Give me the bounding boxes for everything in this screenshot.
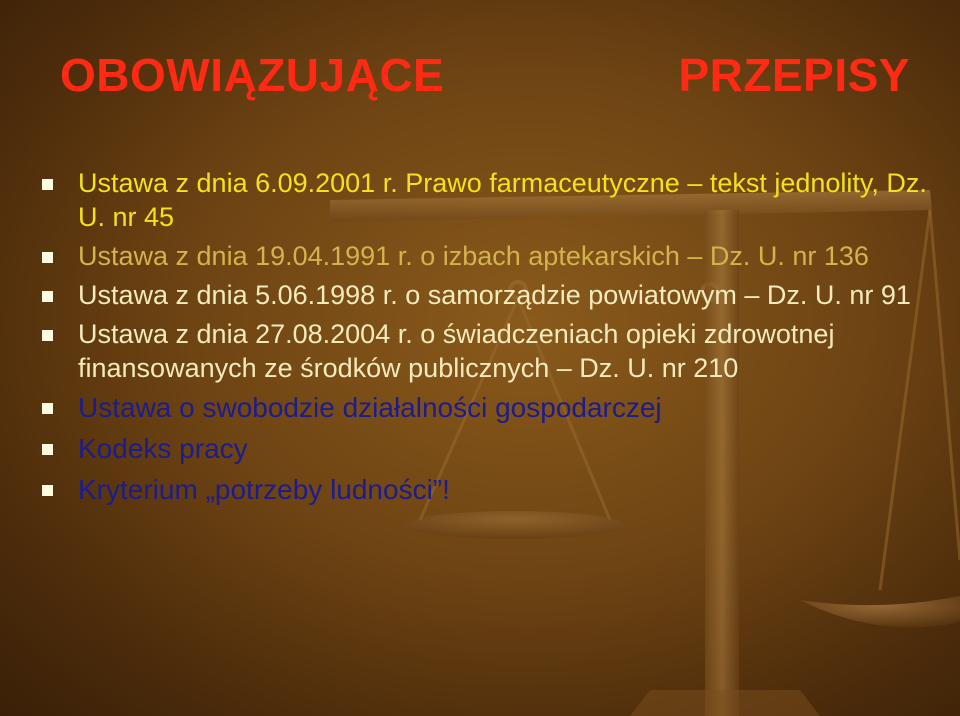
list-item-text: Ustawa z dnia 27.08.2004 r. o świadczeniach opieki zdrowotnej finansowanych ze środków publicznych – Dz. U. nr 210 xyxy=(78,319,835,383)
regulations-list xyxy=(36,166,936,507)
list-item-text: Kryterium „potrzeby ludności”! xyxy=(78,474,450,505)
list-item-text: Ustawa z dnia 19.04.1991 r. o izbach aptekarskich – Dz. U. nr 136 xyxy=(78,241,869,271)
slide-title xyxy=(60,49,910,101)
list-item-pharmacy-chambers xyxy=(36,239,936,273)
list-item-county-government xyxy=(36,278,936,312)
list-item-labour-code xyxy=(36,431,936,466)
square-bullet-icon xyxy=(42,485,53,496)
list-item-healthcare-benefits xyxy=(36,317,936,385)
square-bullet-icon xyxy=(42,330,53,341)
square-bullet-icon xyxy=(42,403,53,414)
square-bullet-icon xyxy=(42,252,53,263)
list-item-text: Ustawa o swobodzie działalności gospodarczej xyxy=(78,392,662,423)
list-item-business-freedom xyxy=(36,390,936,425)
list-item-population-needs xyxy=(36,472,936,507)
square-bullet-icon xyxy=(42,179,53,190)
list-item-pharma-law xyxy=(36,166,936,234)
square-bullet-icon xyxy=(42,444,53,455)
title-left: OBOWIĄZUJĄCE xyxy=(60,49,445,101)
regulations-list-container xyxy=(36,166,936,513)
list-item-text: Ustawa z dnia 5.06.1998 r. o samorządzie powiatowym – Dz. U. nr 91 xyxy=(78,280,911,310)
list-item-text: Kodeks pracy xyxy=(78,433,248,464)
list-item-text: Ustawa z dnia 6.09.2001 r. Prawo farmaceutyczne – tekst jednolity, Dz. U. nr 45 xyxy=(78,168,927,232)
title-right: PRZEPISY xyxy=(678,49,910,101)
square-bullet-icon xyxy=(42,291,53,302)
